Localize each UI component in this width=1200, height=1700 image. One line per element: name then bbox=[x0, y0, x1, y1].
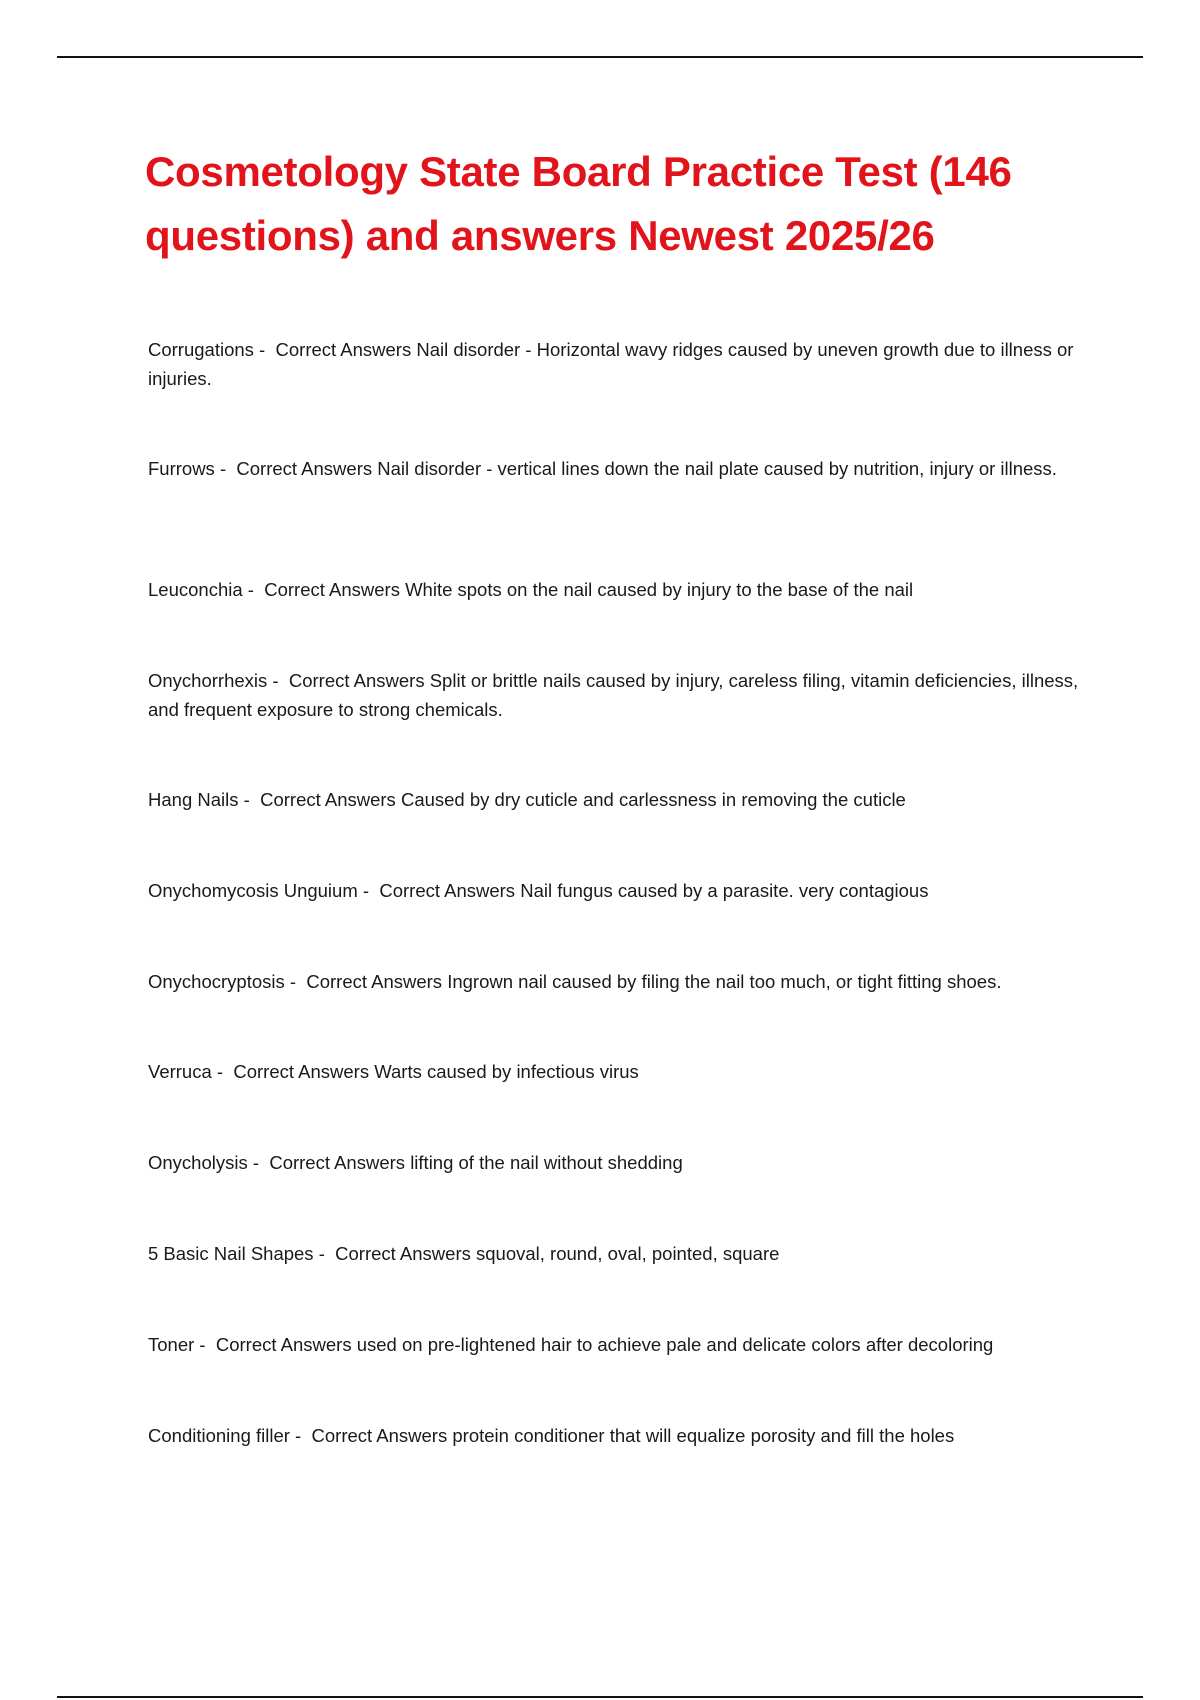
qa-separator: - bbox=[194, 1334, 216, 1355]
correct-answers-label: Correct Answers bbox=[306, 971, 443, 992]
correct-answers-label: Correct Answers bbox=[264, 579, 400, 600]
qa-term: Corrugations bbox=[148, 339, 254, 360]
qa-separator: - bbox=[289, 1425, 312, 1446]
correct-answers-label: Correct Answers bbox=[288, 670, 425, 691]
qa-item bbox=[148, 1239, 1098, 1268]
correct-answers-label: Correct Answers bbox=[233, 1061, 370, 1082]
qa-term: Onychorrhexis bbox=[148, 670, 268, 691]
qa-separator: - bbox=[214, 458, 237, 479]
qa-answer: Warts caused by infectious virus bbox=[374, 1061, 639, 1082]
qa-term: Onycholysis bbox=[148, 1152, 248, 1173]
qa-item bbox=[148, 1330, 1098, 1359]
correct-answers-label: Correct Answers bbox=[379, 880, 516, 901]
qa-answer: White spots on the nail caused by injury to the base of the nail bbox=[405, 579, 914, 600]
document-title: Cosmetology State Board Practice Test (146 questions) and answers Newest 2025/26 bbox=[145, 148, 1012, 259]
qa-answer: used on pre-lightened hair to achieve pale and delicate colors after decoloring bbox=[356, 1334, 994, 1355]
qa-answer: lifting of the nail without shedding bbox=[410, 1152, 683, 1173]
bottom-rule bbox=[57, 1696, 1143, 1698]
qa-separator: - bbox=[284, 971, 307, 992]
correct-answers-label: Correct Answers bbox=[335, 1243, 471, 1264]
qa-answer: Split or brittle nails caused by injury, careless filing, vitamin deficiencies, illness, and frequent exposure to strong chemicals. bbox=[148, 670, 1079, 720]
qa-answer: Caused by dry cuticle and carlessness in removing the cuticle bbox=[400, 789, 906, 810]
qa-term: Onychomycosis Unguium bbox=[148, 880, 358, 901]
qa-item bbox=[148, 876, 1098, 905]
qa-term: Conditioning filler bbox=[148, 1425, 290, 1446]
qa-separator: - bbox=[253, 339, 276, 360]
qa-separator: - bbox=[267, 670, 289, 691]
correct-answers-label: Correct Answers bbox=[215, 1334, 352, 1355]
correct-answers-label: Correct Answers bbox=[260, 789, 396, 810]
qa-answer: Nail disorder - Horizontal wavy ridges caused by uneven growth due to illness or injuries. bbox=[148, 339, 1074, 389]
correct-answers-label: Correct Answers bbox=[269, 1152, 406, 1173]
correct-answers-label: Correct Answers bbox=[275, 339, 412, 360]
qa-term: 5 Basic Nail Shapes bbox=[148, 1243, 314, 1264]
correct-answers-label: Correct Answers bbox=[311, 1425, 448, 1446]
qa-item bbox=[148, 575, 1098, 604]
qa-answer: Nail disorder - vertical lines down the nail plate caused by nutrition, injury or illness. bbox=[377, 458, 1057, 479]
qa-answer: squoval, round, oval, pointed, square bbox=[476, 1243, 780, 1264]
qa-item bbox=[148, 666, 1098, 724]
qa-separator: - bbox=[357, 880, 380, 901]
top-rule bbox=[57, 56, 1143, 58]
qa-item bbox=[148, 967, 1098, 996]
qa-separator: - bbox=[242, 579, 265, 600]
correct-answers-label: Correct Answers bbox=[236, 458, 373, 479]
qa-answer: Nail fungus caused by a parasite. very contagious bbox=[520, 880, 929, 901]
qa-term: Verruca bbox=[148, 1061, 212, 1082]
qa-term: Leuconchia bbox=[148, 579, 243, 600]
qa-item bbox=[148, 1148, 1098, 1177]
qa-answer: Ingrown nail caused by filing the nail too much, or tight fitting shoes. bbox=[447, 971, 1002, 992]
qa-separator: - bbox=[211, 1061, 234, 1082]
qa-term: Onychocryptosis bbox=[148, 971, 285, 992]
qa-term: Hang Nails bbox=[148, 789, 239, 810]
qa-term: Toner bbox=[148, 1334, 195, 1355]
qa-item bbox=[148, 785, 1098, 814]
qa-item bbox=[148, 335, 1098, 393]
qa-answer: protein conditioner that will equalize porosity and fill the holes bbox=[452, 1425, 955, 1446]
qa-item bbox=[148, 454, 1098, 483]
qa-term: Furrows bbox=[148, 458, 215, 479]
qa-item bbox=[148, 1057, 1098, 1086]
qa-item bbox=[148, 1421, 1098, 1450]
qa-separator: - bbox=[313, 1243, 336, 1264]
qa-separator: - bbox=[238, 789, 261, 810]
qa-separator: - bbox=[247, 1152, 270, 1173]
